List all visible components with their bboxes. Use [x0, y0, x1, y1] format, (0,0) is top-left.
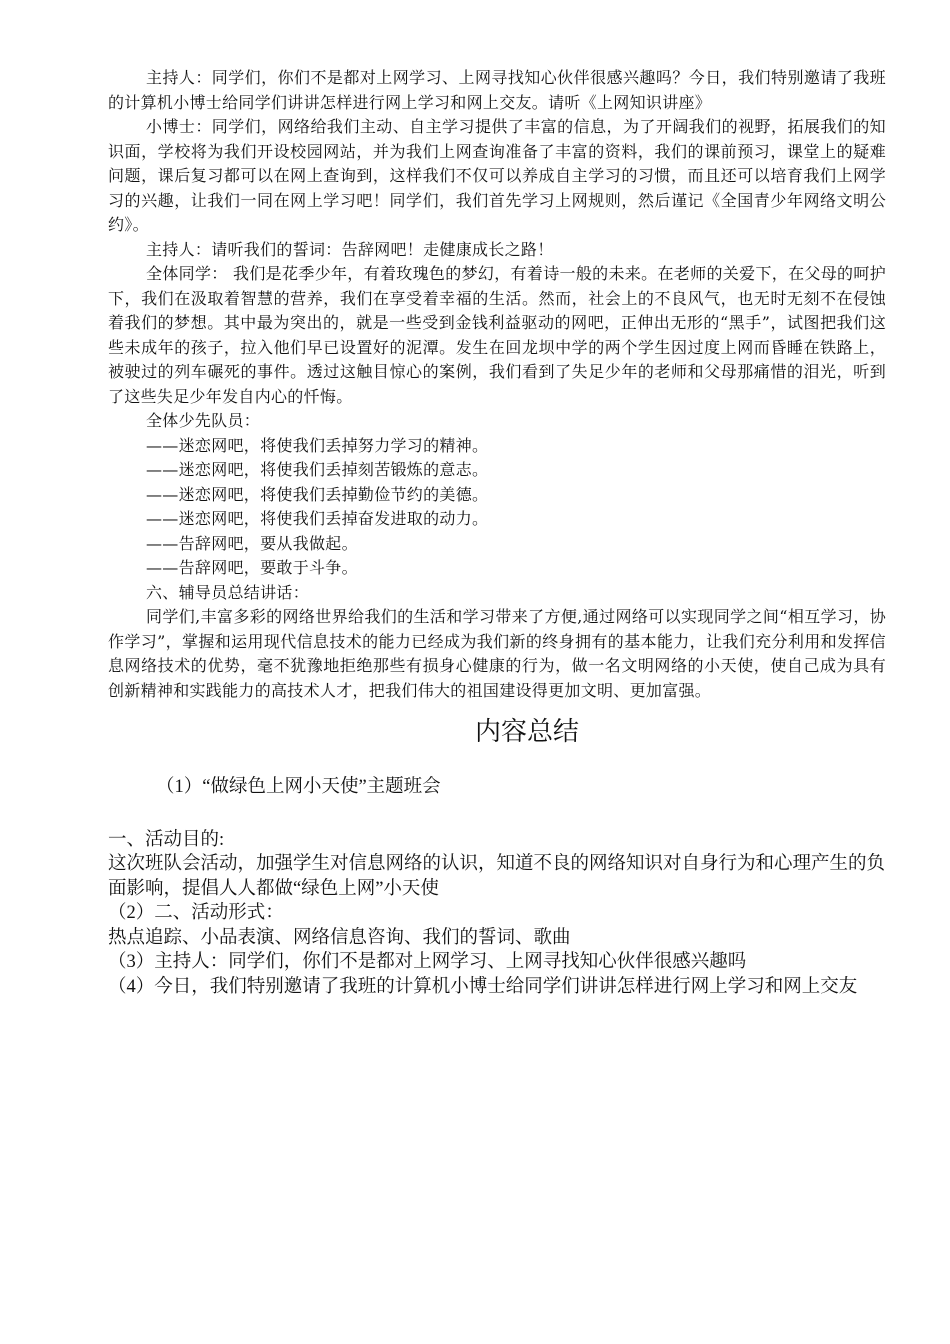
summary-item-3: （3）主持人：同学们，你们不是都对上网学习、上网寻找知心伙伴很感兴趣吗 — [108, 952, 747, 972]
summary-item-2: （2）二、活动形式： — [108, 903, 284, 923]
summary-section — [108, 775, 886, 999]
oath-line-4: ——迷恋网吧，将使我们丢掉奋发进取的动力。 — [146, 509, 489, 528]
pioneers-label: 全体少先队员： — [146, 411, 261, 430]
speech-section — [108, 66, 886, 703]
oath-line-5: ——告辞网吧，要从我做起。 — [146, 533, 358, 553]
host-intro-paragraph: 主持人：同学们，你们不是都对上网学习、上网寻找知心伙伴很感兴趣吗？今日，我们特别邀请了我班的计算机小博士给同学们讲讲怎样进行网上学习和网上交友。请听《上网知识讲座》 — [108, 68, 886, 112]
doctor-paragraph: 小博士：同学们，网络给我们主动、自主学习提供了丰富的信息，为了开阔我们的视野，拓展我们的知识面，学校将为我们开设校园网站，并为我们上网查询准备了丰富的资料，我们的课前预习，课堂上的疑难问题，课后复习都可以在网上查询到，这样我们不仅可以养成自主学习的习惯，而且还可以培育我们上网学习的兴趣，让我们一同在网上学习吧！同学们，我们首先学习上网规则，然后谨记《全国青少年网络文明公约》。 — [108, 117, 886, 234]
summary-heading-purpose: 一、活动目的: — [108, 829, 225, 850]
counselor-paragraph: 同学们,丰富多彩的网络世界给我们的生活和学习带来了方便,通过网络可以实现同学之间“相互学习，协作学习”，掌握和运用现代信息技术的能力已经成为我们新的终身拥有的基本能力，让我们充分利用和发挥信息网络技术的优势，毫不犹豫地拒绝那些有损身心健康的行为，做一名文明网络的小天使，使自己成为具有创新精神和实践能力的高技术人才，把我们伟大的祖国建设得更加文明、更加富强。 — [108, 607, 886, 700]
document-page — [108, 66, 886, 999]
oath-line-3: ——迷恋网吧，将使我们丢掉勤俭节约的美德。 — [146, 484, 489, 504]
summary-form-text: 热点追踪、小品表演、网络信息咨询、我们的誓词、歌曲 — [108, 927, 571, 948]
oath-line-2: ——迷恋网吧，将使我们丢掉刻苦锻炼的意志。 — [146, 460, 489, 479]
summary-purpose-text: 这次班队会活动，加强学生对信息网络的认识，知道不良的网络知识对自身行为和心理产生的负面影响，提倡人人都做“绿色上网”小天使 — [108, 854, 886, 899]
host-oath-paragraph: 主持人：请听我们的誓词：告辞网吧！走健康成长之路！ — [146, 239, 554, 259]
oath-line-1: ——迷恋网吧，将使我们丢掉努力学习的精神。 — [146, 435, 489, 455]
oath-line-6: ——告辞网吧，要敢于斗争。 — [146, 558, 358, 577]
students-paragraph: 全体同学： 我们是花季少年，有着玫瑰色的梦幻，有着诗一般的未来。在老师的关爱下，在父母的呵护下，我们在汲取着智慧的营养，我们在享受着幸福的生活。然而，社会上的不良风气，也无时无刻不在侵蚀着我们的梦想。其中最为突出的，就是一些受到金钱利益驱动的网吧，正伸出无形的“黑手”，试图把我们这些未成年的孩子，拉入他们早已设置好的泥潭。发生在回龙坝中学的两个学生因过度上网而昏睡在铁路上，被驶过的列车碾死的事件。透过这触目惊心的案例，我们看到了失足少年的老师和父母那痛惜的泪光，听到了这些失足少年发自内心的忏悔。 — [108, 264, 886, 406]
summary-title: 内容总结 — [474, 717, 579, 746]
counselor-heading: 六、辅导员总结讲话： — [146, 582, 310, 602]
summary-item-4: （4）今日，我们特别邀请了我班的计算机小博士给同学们讲讲怎样进行网上学习和网上交友 — [108, 976, 858, 997]
summary-item-1: （1）“做绿色上网小天使”主题班会 — [156, 777, 441, 797]
